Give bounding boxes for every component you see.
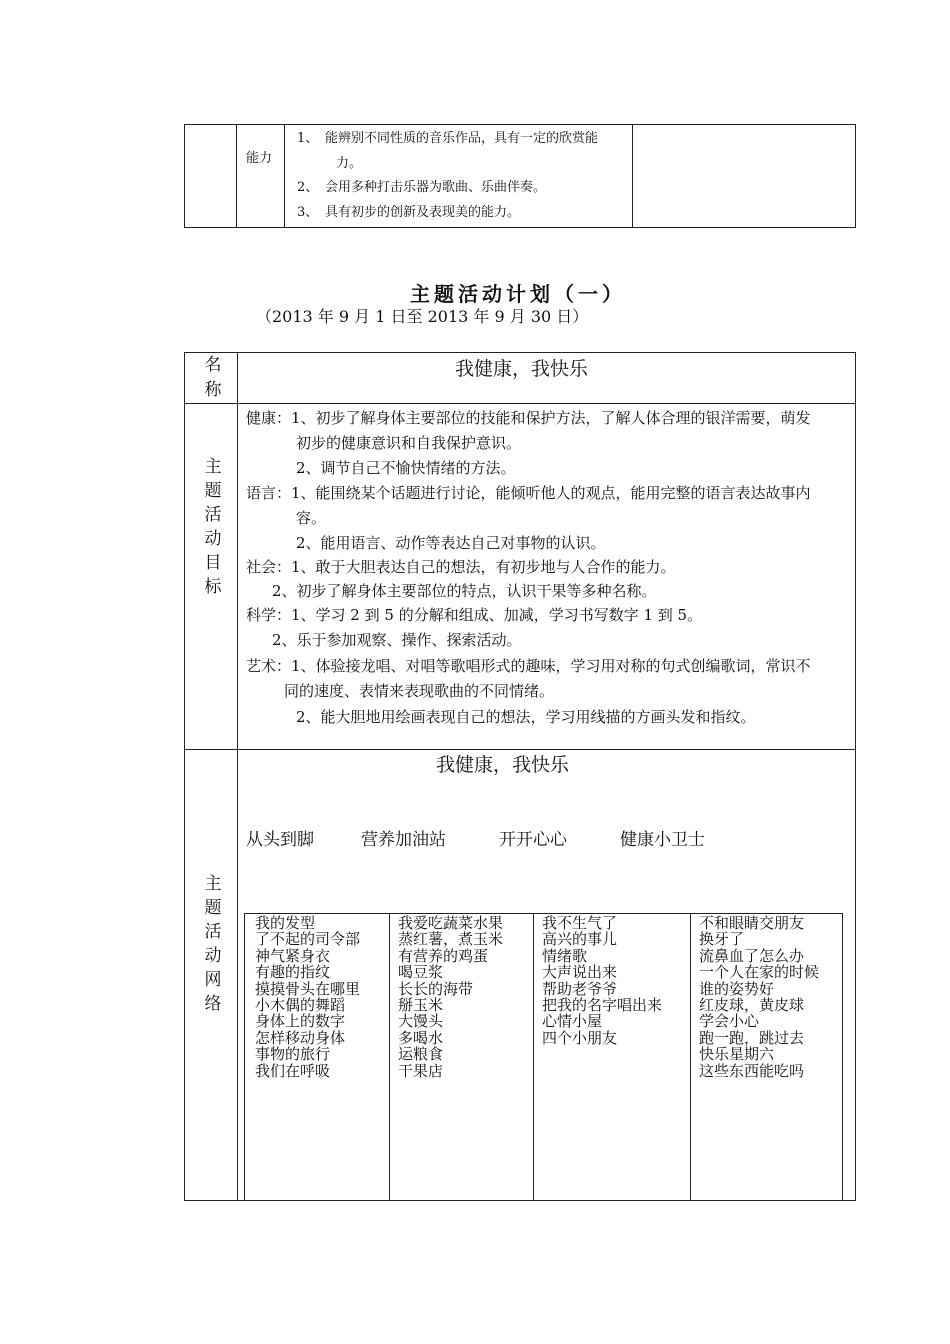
activity-table-divider bbox=[690, 913, 691, 1201]
activity-item: 心情小屋 bbox=[542, 1012, 603, 1031]
activity-item: 这些东西能吃吗 bbox=[699, 1061, 805, 1080]
activity-item: 跑一跑，跳过去 bbox=[699, 1028, 805, 1047]
activity-item: 大声说出来 bbox=[542, 963, 618, 982]
theme-name: 我健康，我快乐 bbox=[455, 358, 589, 380]
goal-line: 科学：1、学习 2 到 5 的分解和组成、加减，学习书写数字 1 到 5。 bbox=[246, 606, 703, 624]
ability-item-number: 2、 bbox=[297, 180, 319, 195]
goal-line: 容。 bbox=[296, 509, 327, 527]
ability-table-divider bbox=[632, 124, 633, 228]
goal-line: 同的速度、表情来表现歌曲的不同情绪。 bbox=[284, 682, 555, 700]
activity-item: 长长的海带 bbox=[398, 979, 474, 998]
ability-item-number: 1、 bbox=[297, 131, 319, 146]
activity-column-happy bbox=[542, 915, 662, 1046]
goals-label-text: 主 题 活 动 目 标 bbox=[204, 457, 222, 597]
activity-item: 一个人在家的时候 bbox=[699, 963, 820, 982]
goal-line: 2、调节自己不愉快情绪的方法。 bbox=[296, 459, 516, 477]
activity-item: 流鼻血了怎么办 bbox=[699, 946, 805, 965]
activity-item: 四个小朋友 bbox=[542, 1028, 618, 1047]
activity-item: 快乐星期六 bbox=[699, 1045, 775, 1064]
activity-item: 事物的旅行 bbox=[255, 1045, 331, 1064]
activity-item: 有营养的鸡蛋 bbox=[398, 946, 489, 965]
goal-line: 初步的健康意识和自我保护意识。 bbox=[296, 434, 522, 452]
activity-item: 不和眼睛交朋友 bbox=[699, 914, 805, 932]
activity-item: 红皮球，黄皮球 bbox=[699, 995, 805, 1014]
activity-item: 学会小心 bbox=[699, 1012, 760, 1031]
activity-item: 我的发型 bbox=[255, 914, 316, 932]
subtheme: 营养加油站 bbox=[361, 830, 446, 850]
activity-column-health-guard bbox=[699, 915, 819, 1079]
plan-date-range: （2013 年 9 月 1 日至 2013 年 9 月 30 日） bbox=[256, 307, 589, 326]
activity-column-head-to-toe bbox=[255, 915, 360, 1079]
goal-line: 健康：1、初步了解身体主要部位的技能和保护方法，了解人体合理的银洋需要，萌发 bbox=[246, 409, 811, 427]
goals-list bbox=[238, 404, 855, 748]
plan-title: 主题活动计划（一） bbox=[410, 282, 626, 306]
name-label-text: 名 称 bbox=[204, 355, 222, 400]
activity-column-nutrition bbox=[398, 915, 503, 1079]
ability-item bbox=[297, 126, 598, 151]
activity-item: 情绪歌 bbox=[542, 946, 588, 965]
activity-item: 蒸红薯，煮玉米 bbox=[398, 930, 504, 949]
subtheme: 开开心心 bbox=[499, 830, 567, 850]
ability-table-divider bbox=[236, 124, 237, 228]
network-label-text: 主 题 活 动 网 络 bbox=[204, 874, 222, 1014]
activity-item: 大馒头 bbox=[398, 1012, 444, 1031]
activity-item: 帮助老爷爷 bbox=[542, 979, 618, 998]
activity-item: 我爱吃蔬菜水果 bbox=[398, 914, 504, 932]
activity-item: 我们在呼吸 bbox=[255, 1061, 331, 1080]
activity-item: 多喝水 bbox=[398, 1028, 444, 1047]
goal-line: 2、能大胆地用绘画表现自己的想法，学习用线描的方画头发和指纹。 bbox=[296, 708, 756, 726]
ability-item-number: 3、 bbox=[297, 205, 319, 220]
activity-item: 掰玉米 bbox=[398, 995, 444, 1014]
activity-item: 怎样移动身体 bbox=[255, 1028, 346, 1047]
goal-line: 2、能用语言、动作等表达自己对事物的认识。 bbox=[296, 534, 606, 552]
activity-item: 身体上的数字 bbox=[255, 1012, 346, 1031]
ability-list bbox=[297, 126, 631, 226]
ability-label: 能力 bbox=[246, 151, 273, 166]
goal-line: 2、乐于参加观察、操作、探索活动。 bbox=[272, 631, 522, 649]
network-title: 我健康，我快乐 bbox=[436, 754, 570, 776]
activity-item: 把我的名字唱出来 bbox=[542, 995, 663, 1014]
activity-item: 换牙了 bbox=[699, 930, 745, 949]
activity-table-divider bbox=[389, 913, 390, 1201]
ability-item bbox=[297, 200, 520, 225]
name-label bbox=[202, 353, 224, 403]
activity-item: 谁的姿势好 bbox=[699, 979, 775, 998]
activity-item: 了不起的司令部 bbox=[255, 930, 361, 949]
activity-table-divider bbox=[533, 913, 534, 1201]
subtheme: 健康小卫士 bbox=[620, 830, 705, 850]
ability-item-continuation bbox=[297, 151, 362, 176]
goal-line: 艺术：1、体验接龙唱、对唱等歌唱形式的趣味，学习用对称的句式创编歌词，常识不 bbox=[246, 657, 811, 675]
goal-line: 语言：1、能围绕某个话题进行讨论，能倾听他人的观点，能用完整的语言表达故事内 bbox=[246, 484, 811, 502]
ability-item-text: 具有初步的创新及表现美的能力。 bbox=[325, 205, 521, 220]
ability-table-divider bbox=[284, 124, 285, 228]
activity-item: 有趣的指纹 bbox=[255, 963, 331, 982]
goal-line: 2、初步了解身体主要部位的特点，认识干果等多种名称。 bbox=[272, 582, 657, 600]
activity-item: 干果店 bbox=[398, 1061, 444, 1080]
activity-item: 高兴的事儿 bbox=[542, 930, 618, 949]
goal-line: 社会：1、敢于大胆表达自己的想法，有初步地与人合作的能力。 bbox=[246, 558, 676, 576]
activity-item: 喝豆浆 bbox=[398, 963, 444, 982]
activity-item: 我不生气了 bbox=[542, 914, 618, 932]
goals-label bbox=[202, 455, 224, 599]
network-label bbox=[202, 872, 224, 1016]
subtheme: 从头到脚 bbox=[246, 830, 314, 850]
activity-item: 神气紧身衣 bbox=[255, 946, 331, 965]
activity-item: 摸摸骨头在哪里 bbox=[255, 979, 361, 998]
ability-item-text: 能辨别不同性质的音乐作品，具有一定的欣赏能 bbox=[325, 131, 599, 146]
activity-item: 运粮食 bbox=[398, 1045, 444, 1064]
ability-item-text: 会用多种打击乐器为歌曲、乐曲伴奏。 bbox=[325, 180, 547, 195]
ability-item-text: 力。 bbox=[336, 156, 363, 171]
ability-item bbox=[297, 175, 546, 200]
activity-item: 小木偶的舞蹈 bbox=[255, 995, 346, 1014]
